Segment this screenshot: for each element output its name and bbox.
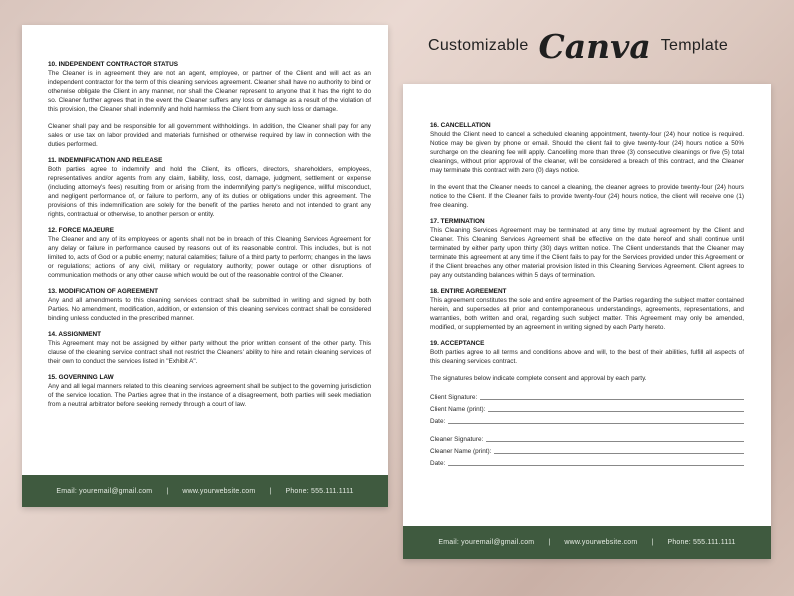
client-date-label: Date: bbox=[430, 418, 446, 425]
section-heading: 12. FORCE MAJEURE bbox=[48, 227, 115, 234]
cleaner-date-field[interactable] bbox=[430, 456, 744, 468]
signature-line bbox=[480, 399, 744, 400]
document-page-left bbox=[22, 25, 388, 507]
section-heading: 14. ASSIGNMENT bbox=[48, 331, 102, 338]
section-paragraph: Cleaner shall pay and be responsible for all government withholdings. In addition, the Cleaner shall pay for any sales or use tax on labor provided and materials furnished or otherwise required by law in connection with the duties performed. bbox=[48, 123, 371, 148]
footer-separator: | bbox=[269, 487, 272, 495]
signature-block bbox=[430, 390, 744, 468]
cleaner-signature-label: Cleaner Signature: bbox=[430, 436, 484, 443]
section-indemnification bbox=[48, 156, 371, 219]
canva-logo: Canva bbox=[538, 26, 651, 66]
section-force-majeure bbox=[48, 226, 371, 280]
page-footer bbox=[22, 475, 388, 507]
footer-phone: Phone: 555.111.1111 bbox=[285, 487, 354, 495]
section-heading: 17. TERMINATION bbox=[430, 218, 485, 225]
section-assignment bbox=[48, 330, 371, 366]
section-governing-law bbox=[48, 373, 371, 409]
client-name-field[interactable] bbox=[430, 402, 744, 414]
footer-separator: | bbox=[651, 539, 654, 546]
signature-line bbox=[448, 465, 744, 466]
section-cancellation bbox=[430, 121, 744, 210]
headline bbox=[428, 26, 768, 66]
footer-separator: | bbox=[166, 487, 169, 495]
page-content bbox=[430, 121, 744, 468]
client-name-label: Client Name (print): bbox=[430, 406, 486, 413]
section-acceptance bbox=[430, 339, 744, 383]
section-heading: 13. MODIFICATION OF AGREEMENT bbox=[48, 288, 159, 295]
headline-template: Template bbox=[660, 37, 729, 54]
section-termination bbox=[430, 217, 744, 280]
cleaner-name-label: Cleaner Name (print): bbox=[430, 448, 492, 455]
document-page-right bbox=[403, 84, 771, 559]
section-independent-contractor bbox=[48, 60, 371, 149]
signature-line bbox=[488, 411, 744, 412]
section-heading: 19. ACCEPTANCE bbox=[430, 340, 485, 347]
section-heading: 18. ENTIRE AGREEMENT bbox=[430, 288, 507, 295]
section-entire-agreement bbox=[430, 287, 744, 332]
section-paragraph: This Cleaning Services Agreement may be terminated at any time by mutual agreement by the Client and Cleaner. This Cleaning Services Agreement shall be effective on the date hereof and shall continue until terminated by either party upon thirty (30) days written notice. The Client understands that the Cleaner may terminate this agreement at any time if the Client fails to pay for the Services provided under this Agreement or if the Client breaches any other material provision listed in this Cleaning Services Agreement. Client agrees to pay any outstanding balances within 5 days of termination. bbox=[430, 227, 744, 279]
section-paragraph: Any and all legal manners related to this cleaning services agreement shall be subject to the governing jurisdiction of the service location. The Parties agree that in the instance of a disagreement, both parties will seek mediation from a neutral arbitrator before seeking remedy through a court of law. bbox=[48, 383, 371, 408]
page-footer bbox=[403, 526, 771, 559]
section-heading: 11. INDEMNIFICATION AND RELEASE bbox=[48, 157, 163, 164]
cleaner-signature-field[interactable] bbox=[430, 432, 744, 444]
section-paragraph: Both parties agree to indemnify and hold the Client, its officers, directors, shareholders, employees, representatives and/or agents from any claim, liability, loss, cost, damage, judgment, settlement or expense (including attorney's fees) resulting from or arising from the indemnifying party's negligence, willful misconduct, and negligent performance of, or failure to perform, any of its duties or obligations under this agreement. The provisions of this indemnification are solely for the benefit of the parties hereto and not intended to grant any rights, contractual or otherwise, to another person or entity. bbox=[48, 166, 371, 218]
section-paragraph: Should the Client need to cancel a scheduled cleaning appointment, twenty-four (24) hour notice is required. Notice may be given by phone or email. Should the client fail to give twenty-four (24) hours notice a 50% surcharge on the cleaning fee will apply. Cancelling more than three (3) consecutive cleanings or five (5) total cleanings, without prior approval of the cleaner, will be considered a breach of this contract, and the Cleaner may terminate this contract with zero (0) days notice. bbox=[430, 131, 744, 174]
section-heading: 15. GOVERNING LAW bbox=[48, 374, 114, 381]
footer-website: www.yourwebsite.com bbox=[182, 487, 256, 495]
page-content bbox=[48, 60, 371, 416]
signature-line bbox=[486, 441, 744, 442]
section-heading: 10. INDEPENDENT CONTRACTOR STATUS bbox=[48, 61, 178, 68]
cleaner-date-label: Date: bbox=[430, 460, 446, 467]
signature-line bbox=[448, 423, 744, 424]
section-paragraph: Any and all amendments to this cleaning services contract shall be submitted in writing and signed by both Parties. No amendment, modification, addition, or extension of this cleaning services contract shall be considered binding unless conducted in the prescribed manner. bbox=[48, 297, 371, 322]
client-signature-field[interactable] bbox=[430, 390, 744, 402]
section-heading: 16. CANCELLATION bbox=[430, 122, 491, 129]
footer-email: Email: youremail@gmail.com bbox=[56, 487, 153, 495]
client-date-field[interactable] bbox=[430, 414, 744, 426]
section-paragraph: In the event that the Cleaner needs to cancel a cleaning, the cleaner agrees to provide twenty-four (24) hours notice to the Client. If the Cleaner fails to provide twenty-four (24) hours notice, the client will receive one (1) free cleaning. bbox=[430, 184, 744, 209]
section-paragraph: This agreement constitutes the sole and entire agreement of the Parties regarding the subject matter contained herein, and supersedes all prior and contemporaneous understandings, agreements, representations, and warranties, both written and oral, regarding such subject matter. This Agreement may only be amended, modified, or supplemented by an agreement in writing signed by each Party hereto. bbox=[430, 297, 744, 331]
section-paragraph: Both parties agree to all terms and conditions above and will, to the best of their abilities, fulfill all aspects of this cleaning services contract. bbox=[430, 349, 744, 365]
footer-phone: Phone: 555.111.1111 bbox=[667, 539, 736, 546]
signature-line bbox=[494, 453, 744, 454]
section-paragraph: The Cleaner and any of its employees or agents shall not be in breach of this Cleaning Services Agreement for any delay or failure in performance caused by reasons out of its reasonable control. This includes, but is not limited to, acts of God or a public enemy; natural calamities; failure of a third party to perform; changes in the laws or regulations; actions of any civil, military or regulatory authority; power outage or other disruptions of communication methods or any other cause which would be out of the reasonable control of the Cleaner. bbox=[48, 236, 371, 279]
client-signature-label: Client Signature: bbox=[430, 394, 478, 401]
section-paragraph: This Agreement may not be assigned by either party without the prior written consent of the other party. This clause of the cleaning service contract shall not restrict the Cleaners' ability to hire and retain cleaning services of their own to conduct the services listed in "Exhibit A". bbox=[48, 340, 371, 365]
footer-separator: | bbox=[548, 539, 551, 546]
footer-email: Email: youremail@gmail.com bbox=[438, 539, 535, 546]
headline-customizable: Customizable bbox=[428, 37, 529, 54]
footer-website: www.yourwebsite.com bbox=[564, 539, 638, 546]
section-modification bbox=[48, 287, 371, 323]
section-paragraph: The signatures below indicate complete consent and approval by each party. bbox=[430, 375, 647, 382]
cleaner-name-field[interactable] bbox=[430, 444, 744, 456]
section-paragraph: The Cleaner is in agreement they are not an agent, employee, or partner of the Client and will act as an independent contractor for the term of this cleaning services agreement. Cleaner shall have no authority to bind or otherwise obligate the Client in any manner, nor shall the Cleaner represent to anyone that it has the right to do so. Cleaner further agrees that in the event the Cleaner suffers any loss or damage as a result of the violation of this provision, the Cleaner shall indemnify and hold harmless the Client from any such loss or damage. bbox=[48, 70, 371, 113]
